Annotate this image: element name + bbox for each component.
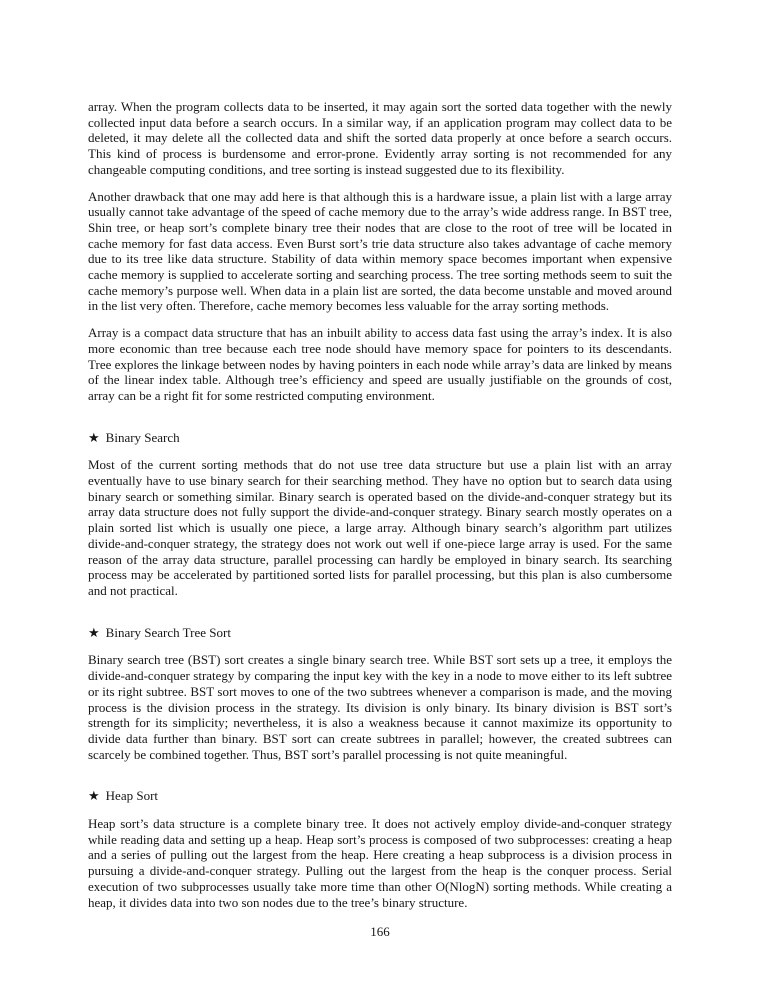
paragraph-heap-sort: Heap sort’s data structure is a complete binary tree. It does not actively employ divide-and-conquer strategy while reading data and setting up a heap. Heap sort’s process is composed of two subprocesses: creating a heap and a series of pulling out the largest from the heap. Here creating a heap subprocess is a division process in pursuing a divide-and-conquer strategy. Pulling out the largest from the heap is the conquer process. Serial execution of two subprocesses usually take more time than other O(NlogN) sorting methods. While creating a heap, it divides data into two son nodes due to the tree’s binary structure. — [88, 816, 672, 910]
section-heading-label: Binary Search Tree Sort — [105, 624, 231, 640]
section-heading-binary-search — [88, 430, 672, 446]
paragraph-bst-sort: Binary search tree (BST) sort creates a single binary search tree. While BST sort sets up a tree, it employs the divide-and-conquer strategy by comparing the input key with the key in a node to move either to its left subtree or its right subtree. BST sort moves to one of the two subtrees whenever a comparison is made, and the moving process is the division process in the strategy. Its division is only binary. Its binary division is BST sort’s strength for its simplicity; nevertheless, it is also a weakness because it cannot maximize its opportunity to divide data further than binary. BST sort can create subtrees in parallel; however, the created subtrees can scarcely be combined together. Thus, BST sort’s parallel processing is not quite meaningful. — [88, 652, 672, 762]
page-number: 166 — [370, 924, 390, 940]
section-heading-label: Binary Search — [105, 429, 180, 445]
star-icon: ★ — [88, 788, 100, 804]
paragraph-cache-memory-drawback: Another drawback that one may add here is that although this is a hardware issue, a plain list with a large array usually cannot take advantage of the speed of cache memory due to the array’s wide address range. In BST tree, Shin tree, or heap sort’s complete binary tree their nodes that are close to the root of tree will be located in cache memory for fast data access. Even Burst sort’s trie data structure also takes advantage of cache memory due to its tree like data structure. Stability of data within memory space becomes important when expensive cache memory is supplied to accelerate sorting and searching process. The tree sorting methods seem to suit the cache memory’s purpose well. When data in a plain list are sorted, the data become unstable and moved around in the list very often. Therefore, cache memory becomes less valuable for the array sorting methods. — [88, 188, 672, 314]
paragraph-binary-search: Most of the current sorting methods that do not use tree data structure but use a plain list with an array eventually have to use binary search for their searching method. They have no option but to search data using binary search or something similar. Binary search is operated based on the divide-and-conquer strategy but its array data structure does not fully support the divide-and-conquer strategy. Binary search mostly operates on a plain sorted list which is usually one piece, a large array. Although binary search’s algorithm part utilizes divide-and-conquer strategy, the strategy does not work out well if one-piece large array is used. For the same reason of the array data structure, parallel processing can hardly be employed in binary search. Its searching process may be accelerated by partitioned sorted lists for parallel processing, but this plan is also cumbersome and not practical. — [88, 457, 672, 598]
section-heading-label: Heap Sort — [105, 788, 159, 804]
page-footer — [0, 924, 760, 940]
paragraph-array-compactness: Array is a compact data structure that has an inbuilt ability to access data fast using the array’s index. It is also more economic than tree because each tree node should have memory space for pointers to its descendants. Tree explores the linkage between nodes by having pointers in each node while array’s data are linked by means of the linear index table. Although tree’s efficiency and speed are usually justifiable on the grounds of cost, array can be a right fit for some restricted computing environment. — [88, 325, 672, 403]
star-icon: ★ — [88, 624, 100, 640]
section-heading-heap-sort — [88, 788, 672, 804]
star-icon: ★ — [88, 429, 100, 445]
section-heading-bst-sort — [88, 625, 672, 641]
paragraph-continuation-array-sorting: array. When the program collects data to be inserted, it may again sort the sorted data together with the newly collected input data before a search occurs. In a similar way, if an application program may collect data to be deleted, it may delete all the collected data and shift the sorted data properly at once before a search occurs. This kind of process is burdensome and error-prone. Evidently array sorting is not recommended for any changeable computing conditions, and tree sorting is instead suggested due to its flexibility. — [88, 99, 672, 177]
